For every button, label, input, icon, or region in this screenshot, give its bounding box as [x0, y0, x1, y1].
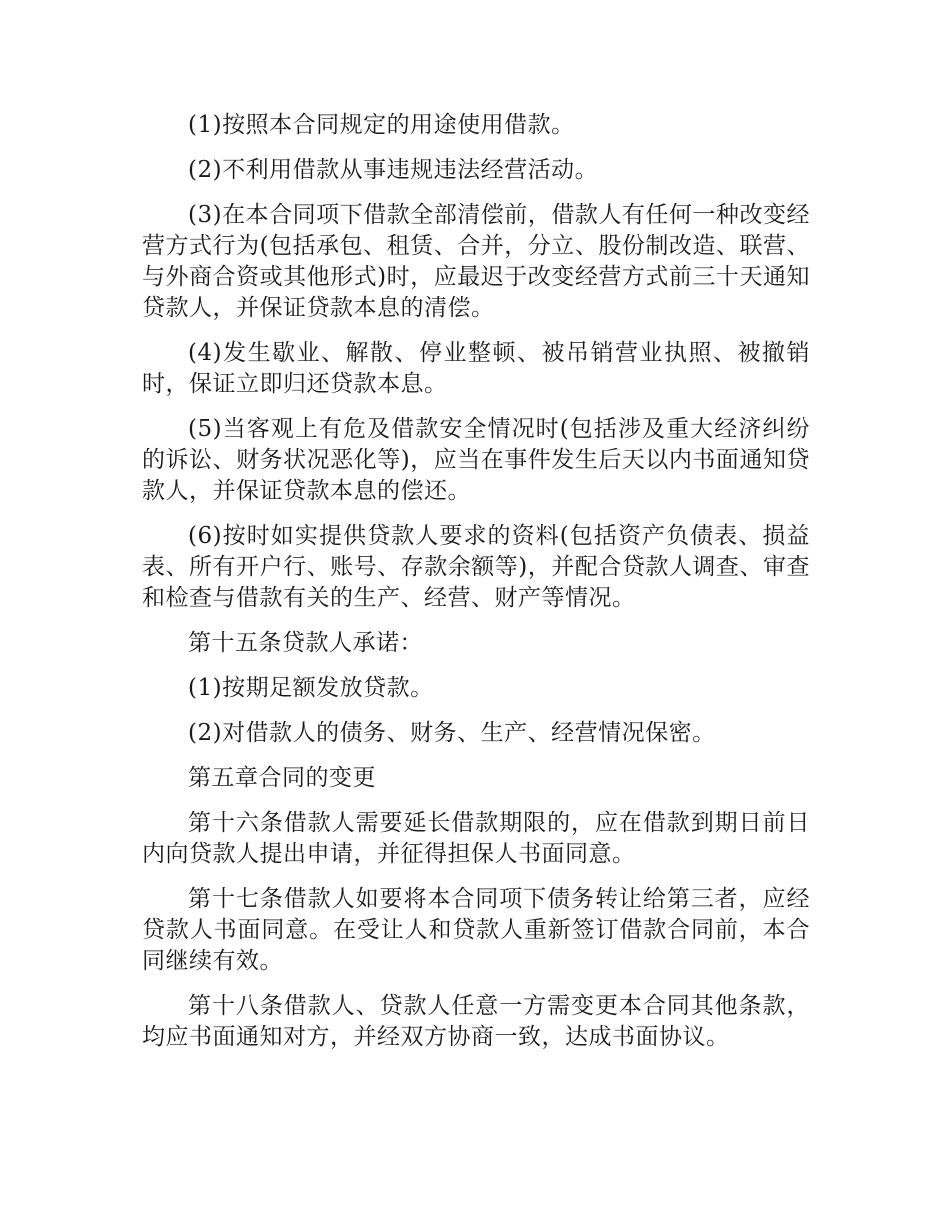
paragraph-clause-1: (1)按照本合同规定的用途使用借款。	[188, 112, 575, 138]
paragraph-clause-2: (2)不利用借款从事违规违法经营活动。	[188, 157, 599, 183]
chapter-5-heading: 第五章合同的变更	[188, 765, 376, 791]
paragraph-clause-4: (4)发生歇业、解散、停业整顿、被吊销营业执照、被撤销时，保证立即归还贷款本息。	[142, 340, 810, 397]
paragraph-clause-5: (5)当客观上有危及借款安全情况时(包括涉及重大经济纠纷的诉讼、财务状况恶化等)，应当在事件发生后天以内书面通知贷款人，并保证贷款本息的偿还。	[142, 416, 810, 504]
document-body	[142, 110, 810, 1067]
paragraph-clause-6: (6)按时如实提供贷款人要求的资料(包括资产负债表、损益表、所有开户行、账号、存款余额等)，并配合贷款人调查、审查和检查与借款有关的生产、经营、财产等情况。	[142, 523, 810, 611]
lender-commitment-2: (2)对借款人的债务、财务、生产、经营情况保密。	[188, 720, 716, 746]
article-18: 第十八条借款人、贷款人任意一方需变更本合同其他条款，均应书面通知对方，并经双方协商一致，达成书面协议。	[142, 993, 810, 1050]
article-17: 第十七条借款人如要将本合同项下债务转让给第三者，应经贷款人书面同意。在受让人和贷款人重新签订借款合同前，本合同继续有效。	[142, 886, 810, 974]
article-16: 第十六条借款人需要延长借款期限的，应在借款到期日前日内向贷款人提出申请，并征得担保人书面同意。	[142, 810, 810, 867]
paragraph-clause-3: (3)在本合同项下借款全部清偿前，借款人有任何一种改变经营方式行为(包括承包、租赁、合并，分立、股份制改造、联营、与外商合资或其他形式)时，应最迟于改变经营方式前三十天通知贷款人，并保证贷款本息的清偿。	[142, 202, 810, 321]
lender-commitment-1: (1)按期足额发放贷款。	[188, 675, 434, 701]
article-15-heading: 第十五条贷款人承诺：	[188, 630, 423, 656]
